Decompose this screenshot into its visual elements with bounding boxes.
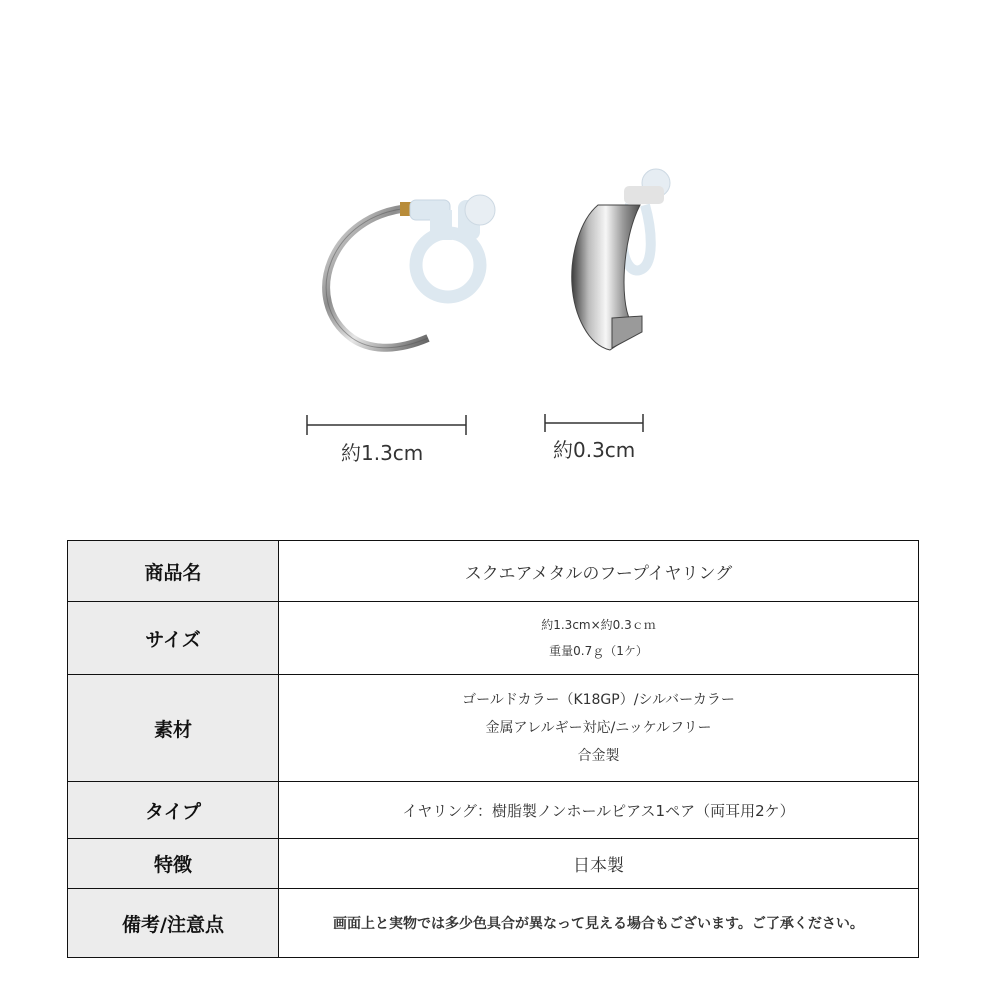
table-row-material	[68, 675, 919, 782]
row-value	[279, 541, 919, 602]
row-header: 素材	[68, 675, 279, 782]
row-header: 商品名	[68, 541, 279, 602]
value-line: 約1.3cm×約0.3ｃｍ	[541, 618, 656, 632]
earring-side-view	[572, 169, 670, 350]
value-line: 合金製	[577, 748, 620, 764]
table-row-product-name	[68, 541, 919, 602]
row-header: タイプ	[68, 782, 279, 839]
row-value	[279, 839, 919, 889]
row-header: 備考/注意点	[68, 889, 279, 958]
value-line: 日本製	[573, 856, 624, 876]
spec-table	[67, 540, 919, 958]
row-value	[279, 675, 919, 782]
table-row-size	[68, 602, 919, 675]
row-value	[279, 782, 919, 839]
value-line: スクエアメタルのフープイヤリング	[464, 563, 733, 584]
row-header: 特徴	[68, 839, 279, 889]
value-line: 画面上と実物では多少色具合が異なって見える場合もございます。ご了承ください。	[333, 916, 864, 932]
value-line: 金属アレルギー対応/ニッケルフリー	[485, 720, 712, 736]
depth-label: 約0.3cm	[553, 438, 636, 462]
value-line: イヤリング：樹脂製ノンホールピアス1ペア（両耳用2ケ）	[402, 801, 795, 820]
row-header: サイズ	[68, 602, 279, 675]
earring-front-view	[326, 195, 495, 348]
depth-dimension-line	[545, 414, 643, 432]
width-dimension-line	[307, 415, 466, 435]
value-line: ゴールドカラー（K18GP）/シルバーカラー	[462, 692, 735, 708]
table-row-type	[68, 782, 919, 839]
table-row-features	[68, 839, 919, 889]
width-label: 約1.3cm	[341, 441, 424, 465]
table-row-notes	[68, 889, 919, 958]
row-value	[279, 602, 919, 675]
value-line: 重量0.7ｇ（1ケ）	[549, 644, 648, 658]
row-value	[279, 889, 919, 958]
